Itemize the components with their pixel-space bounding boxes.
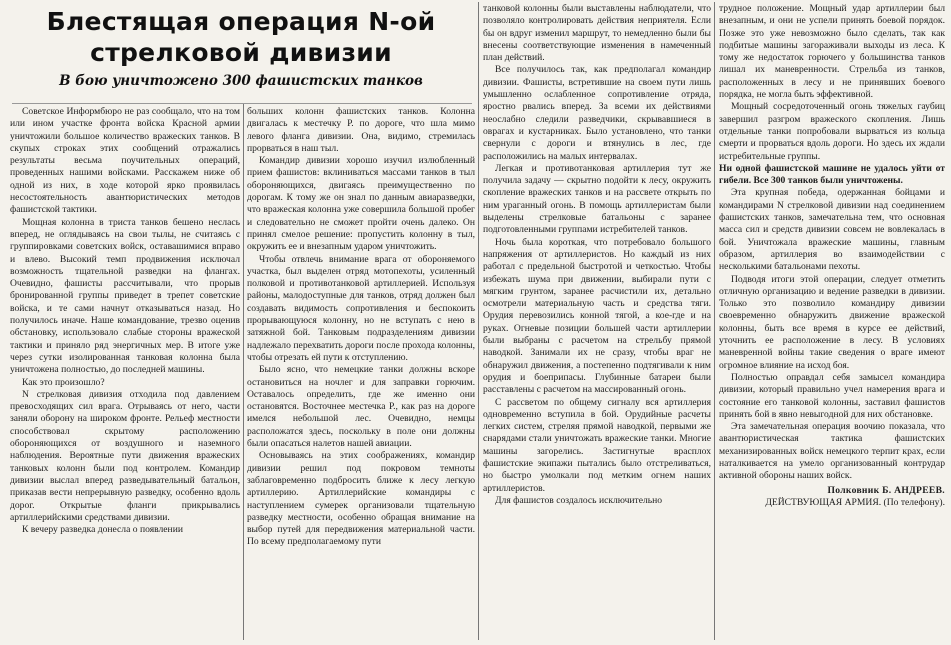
paragraph: Подводя итоги этой операции, следует отметить отличную организацию и ведение разведки в дивизии. Только это позволило командиру дивизии своевременно обнаружить движение вражеской колонны, быть все время в курсе ее действий, уточнить ее расположение в лесу. В условиях маневренной войны такие сведения о враге имеют огромное влияние на исход боя. — [719, 273, 945, 371]
paragraph: С рассветом по общему сигналу вся артиллерия одновременно вступила в бой. Орудийные расчеты легких систем, стреляя прямой наводкой, первыми же снарядами стали уничтожать вражеские танки. Многие машины загорелись. Застигнутые врасплох фашистские экипажи пытались было отстреливаться, но быстро умолкали под метким огнем наших артиллеристов. — [483, 396, 711, 494]
article-column-1 — [10, 106, 240, 640]
paragraph: Все получилось так, как предполагал командир дивизии. Фашисты, встретившие на своем пути лишь умышленно ослабленное сопротивление отряда, яростно рвались вперед. За всеми их действиями неослабно следили разведчики, скрывавшиеся в оврагах и кустарниках. Было установлено, что танки свернули с дороги и втянулись в лес, где расположились на малых интервалах. — [483, 64, 711, 162]
article-column-3 — [483, 3, 711, 640]
article-title: Блестящая операция N-ой стрелковой дивизии — [46, 7, 436, 67]
dateline: ДЕЙСТВУЮЩАЯ АРМИЯ. (По телефону). — [765, 496, 945, 508]
article-column-2 — [247, 106, 475, 640]
paragraph: Командир дивизии хорошо изучил излюбленный прием фашистов: вклиниваться массами танков в тыл обороняющихся, двигаясь преимущественно по дорогам. К тому же он знал по данным авиаразведки, что вражеская колонна уже совершила большой пробег и следовательно не сможет пройти очень далеко. Он принял смелое решение: пропустить колонну в тыл, окружить ее и внезапным ударом уничтожить. — [247, 155, 475, 253]
paragraph: трудное положение. Мощный удар артиллерии был внезапным, и они не успели принять боевой порядок. Позже это уже невозможно было сделать, так как подбитые машины загораживали выходы из леса. К тому же недостаток горючего у большинства танков лишал их маневренности. Стрельба из танков, расположенных в лесу и не принявших боевого порядка, не могла быть эффективной. — [719, 3, 945, 101]
paragraph: Для фашистов создалось исключительно — [495, 494, 663, 506]
paragraph: Советское Информбюро не раз сообщало, что на том или ином участке фронта войска Красной армии уничтожили большое количество вражеских танков. В скупых строках этих сообщений отражались результаты весьма поучительных операций, проведенных нашими войсками. Расскажем ниже об одной из них, в ходе которой ярко проявилась несостоятельность авантюристических методов фашистской тактики. — [10, 106, 240, 216]
headline-divider — [12, 103, 472, 104]
paragraph: танковой колонны были выставлены наблюдатели, что позволяло контролировать действия неприятеля. Если бы он вдруг изменил маршрут, то немедленно были бы внесены соответствующие изменения в намеченный план действий. — [483, 3, 711, 64]
paragraph: больших колонн фашистских танков. Колонна двигалась к местечку Р. по дороге, что шла мимо левого фланга дивизии. Она, видимо, стремилась прорваться в наш тыл. — [247, 106, 475, 154]
author-signature: Полковник Б. АНДРЕЕВ. — [827, 484, 945, 496]
paragraph: Чтобы отвлечь внимание врага от обороняемого участка, был выделен отряд мотопехоты, усиленный полковой и противотанковой артиллерией. Используя районы, малодоступные для танков, отряд должен был создавать видимость сопротивления и беспокоить прорывающуюся колонну, но не вступать с нею в затяжной бой. Танковым подразделениям дивизии надлежало перехватить дороги после прохода колонны, чтобы отрезать ей пути к отступлению. — [247, 253, 475, 363]
paragraph: Как это произошло? — [22, 376, 105, 388]
paragraph: Легкая и противотанковая артиллерия тут же получила задачу — скрытно подойти к лесу, окружить скопление вражеских танков и на рассвете открыть по ним ураганный огонь. В помощь артиллеристам были выделены стрелковые батальоны с заранее подготовленными группами истребителей танков. — [483, 162, 711, 236]
paragraph: Ночь была короткая, что потребовало большого напряжения от артиллеристов. Но каждый из них работал с предельной быстротой и четкостью. Чтобы избежать шума при движении, выбирали пути с мягким грунтом, заранее расчистили их, детально осмотрели материальную часть и средства тяги. Орудия перевозились конной тягой, а кое-где и на руках. Огневые позиции большей части артиллерии были выбраны с расчетом на стрельбу прямой наводкой. Занимали их не сразу, чтобы враг не обнаружил движения, а постепенно подтягивали к ним орудия и боеприпасы. Глубинные батареи были расставлены с расчетом на массированный огонь. — [483, 236, 711, 396]
article-headline — [4, 6, 478, 90]
column-rule — [243, 104, 244, 640]
paragraph: N стрелковая дивизия отходила под давлением превосходящих сил врага. Отрываясь от него, части заняли оборону на широком фронте. Рельеф местности способствовал скрытому расположению обороняющихся от воздушного и наземного наблюдения. Вероятные пути движения вражеских танковых колонн были под контролем. Командир дивизии выслал вперед разведывательный батальон, приказав вести непрерывную разведку, особенно вдоль дорог. Открытые фланги прикрывались артиллерийскими средствами дивизии. — [10, 388, 240, 523]
article-column-4 — [719, 3, 945, 640]
paragraph: Мощная колонна в триста танков бешено неслась вперед, не оглядываясь на свои тылы, не считаясь с группировками советских войск, оставашимися вправо и влево. Высокий темп продвижения исключал возможность тщательной разведки на флангах. Очевидно, фашисты рассчитывали, что прорыв бронированной группы приведет в трепет советские войска, и те сами начнут отказываться назад. Но получилось иначе. Наше командование, трезво оценив обстановку, использовало слабые стороны вражеской тактики и приняло ряд энергичных мер. В итоге уже через сутки изолированная танковая колонна была уничтожена полностью, до последней машины. — [10, 216, 240, 376]
column-rule — [714, 2, 715, 640]
paragraph: Эта крупная победа, одержанная бойцами и командирами N стрелковой дивизии над соединением фашистских танков, замечательна тем, что основная масса сил и средств дивизии совсем не вовлекалась в бой. Уничтожала вражеские машины, главным образом, артиллерия во взаимодействии с несколькими батальонами пехоты. — [719, 187, 945, 273]
paragraph: К вечеру разведка донесла о появлении — [22, 524, 183, 536]
paragraph: Основываясь на этих соображениях, командир дивизии решил под покровом темноты заблаговременно подбросить ближе к лесу легкую артиллерию. Артиллерийские командиры с наступлением сумерек организовали тщательную разведку местности, особенно обращая внимание на выбор путей для передвижения материальной части. По всему предполагаемому пути — [247, 450, 475, 548]
paragraph: Было ясно, что немецкие танки должны вскоре остановиться на ночлег и для заправки горючим. Оставалось определить, где же именно они остановятся. Восточнее местечка Р., как раз на дороге имелся небольшой лес. Очевидно, немцы расположатся здесь, поскольку в поле они должны были опасаться налетов нашей авиации. — [247, 364, 475, 450]
paragraph: Эта замечательная операция воочию показала, что авантюристическая тактика фашистских механизированных войск немецкого терпит крах, если наталкивается на умело организованный контрудар активной обороны наших войск. — [719, 421, 945, 482]
column-rule — [478, 2, 479, 640]
paragraph: Мощный сосредоточенный огонь тяжелых гаубиц завершил разгром вражеского скопления. Лишь отдельные танки попробовали вырваться из кольца смерти и прорваться вдоль дороги. Но здесь их ждали истребительные группы. — [719, 101, 945, 162]
paragraph: Ни одной фашистской машине не удалось уйти от гибели. Все 300 танков были уничтожены. — [719, 162, 945, 187]
paragraph: Полностью оправдал себя замысел командира дивизии, который правильно учел намерения врага и состояние его танковой колонны, заставил фашистов принять бой в явно невыгодной для них обстановке. — [719, 371, 945, 420]
article-subtitle: В бою уничтожено 300 фашистских танков — [59, 73, 423, 89]
